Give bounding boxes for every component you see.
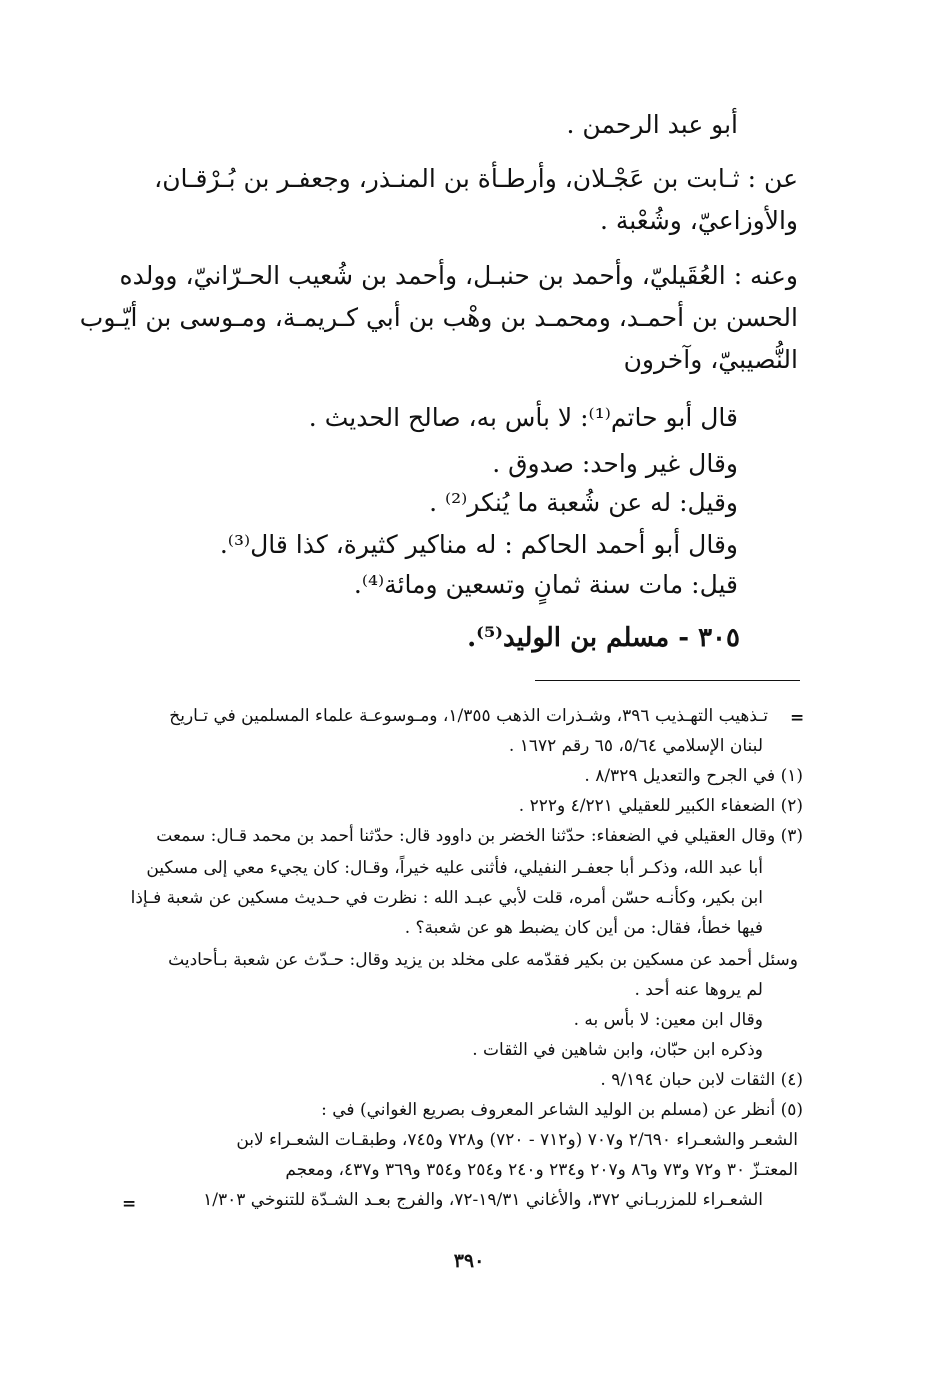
footnote-line: المعتـزّ ٣٠ و٧٢ و٧٣ و٨٦ و٢٠٧ و٢٣٤ و٢٤٠ و٢٥٤ و٣٥٤ و٣٦٩ و٤٣٧، ومعجم <box>285 1160 798 1180</box>
footnote-line: وذكره ابن حبّان، وابن شاهين في الثقات . <box>472 1040 763 1060</box>
quote-line: قال أبو حاتم⁽¹⁾: لا بأس به، صالح الحديث . <box>308 403 738 432</box>
body-line: والأوزاعيّ، وشُعْبة . <box>599 206 798 235</box>
footnote-line: وقال ابن معين: لا بأس به . <box>573 1010 763 1030</box>
entry-heading <box>467 625 740 651</box>
body-line: الحسن بن أحمـد، ومحمـد بن وهْب بن أبي كـريمـة، ومـوسى بن أيّـوب <box>79 303 798 332</box>
footnote-5: (٥) أنظر عن (مسلم بن الوليد الشاعر المعروف بصريع الغواني) في : <box>321 1100 803 1120</box>
footnote-4: (٤) الثقات لابن حبان ٩/١٩٤ . <box>600 1070 803 1090</box>
quote-line: وقيل: له عن شُعبة ما يُنكر⁽²⁾ . <box>429 488 738 517</box>
footnote-line: لم يروها عنه أحد . <box>634 980 763 1000</box>
body-line: عن : ثـابت بن عَجْـلان، وأرطـأة بن المنـذر، وجعفـر بن بُـرْقـان، <box>154 164 798 193</box>
footnote-line: وسئل أحمد عن مسكين بن بكير فقدّمه على مخلد بن يزيد وقال: حـدّث عن شعبة بـأحاديث <box>168 950 798 970</box>
footnote-line: تـذهيب التهـذيب ٣٩٦، وشـذرات الذهب ١/٣٥٥، ومـوسوعـة علماء المسلمين في تـاريخ <box>169 706 768 726</box>
quote-line: وقال أبو أحمد الحاكم : له مناكير كثيرة، كذا قال⁽³⁾. <box>219 530 738 559</box>
page-number: ٣٩٠ <box>453 1250 485 1272</box>
footnote-line: أبا عبد الله، وذكـر أبا جعفـر النفيلي، فأثنى عليه خيراً، وقـال: كان يجيء معي إلى مسكين <box>146 858 763 878</box>
footnote-1: (١) في الجرح والتعديل ٨/٣٢٩ . <box>584 766 803 786</box>
entry-number: ٣٠٥ <box>698 623 740 653</box>
continuation-marker: = <box>122 1194 137 1214</box>
footnote-separator <box>535 680 800 681</box>
entry-title: - مسلم بن الوليد⁽⁵⁾. <box>467 623 690 653</box>
footnote-line: ابن بكير، وكأنـه حسّن أمره، قلت لأبي عبـد الله : نظرت في حـديث مسكين عن شعبة فـإذا <box>130 888 763 908</box>
footnote-line: الشعـر والشعـراء ٢/٦٩٠ و٧٠٧ (و٧١٢ - ٧٢٠) و٧٢٨ و٧٤٥، وطبقـات الشعـراء لابن <box>236 1130 798 1150</box>
quote-line: وقال غير واحد: صدوق . <box>492 449 738 478</box>
body-line: أبو عبد الرحمن . <box>566 110 738 139</box>
quote-line: قيل: مات سنة ثمانٍ وتسعين ومائة⁽⁴⁾. <box>353 570 738 599</box>
footnote-line: الشعـراء للمزربـاني ٣٧٢، والأغاني ١٩/٣١-٧٢، والفرج بعـد الشـدّة للتنوخي ١/٣٠٣ <box>203 1190 763 1210</box>
body-line: النُّصيبيّ، وآخرون <box>623 345 798 374</box>
footnote-2: (٢) الضعفاء الكبير للعقيلي ٤/٢٢١ و٢٢٢ . <box>518 796 803 816</box>
footnote-3: (٣) وقال العقيلي في الضعفاء: حدّثنا الخضر بن داوود قال: حدّثنا أحمد بن محمد قـال: سمعت <box>156 826 803 846</box>
footnote-line: لبنان الإسلامي ٥/٦٤، ٦٥ رقم ١٦٧٢ . <box>508 736 763 756</box>
continuation-marker: = <box>790 708 805 728</box>
footnote-line: فيها خطأ، فقال: من أين كان يضبط هو عن شعبة؟ . <box>404 918 763 938</box>
body-line: وعنه : العُقَيليّ، وأحمد بن حنبـل، وأحمد بن شُعيب الحـرّانيّ، وولده <box>119 261 798 290</box>
